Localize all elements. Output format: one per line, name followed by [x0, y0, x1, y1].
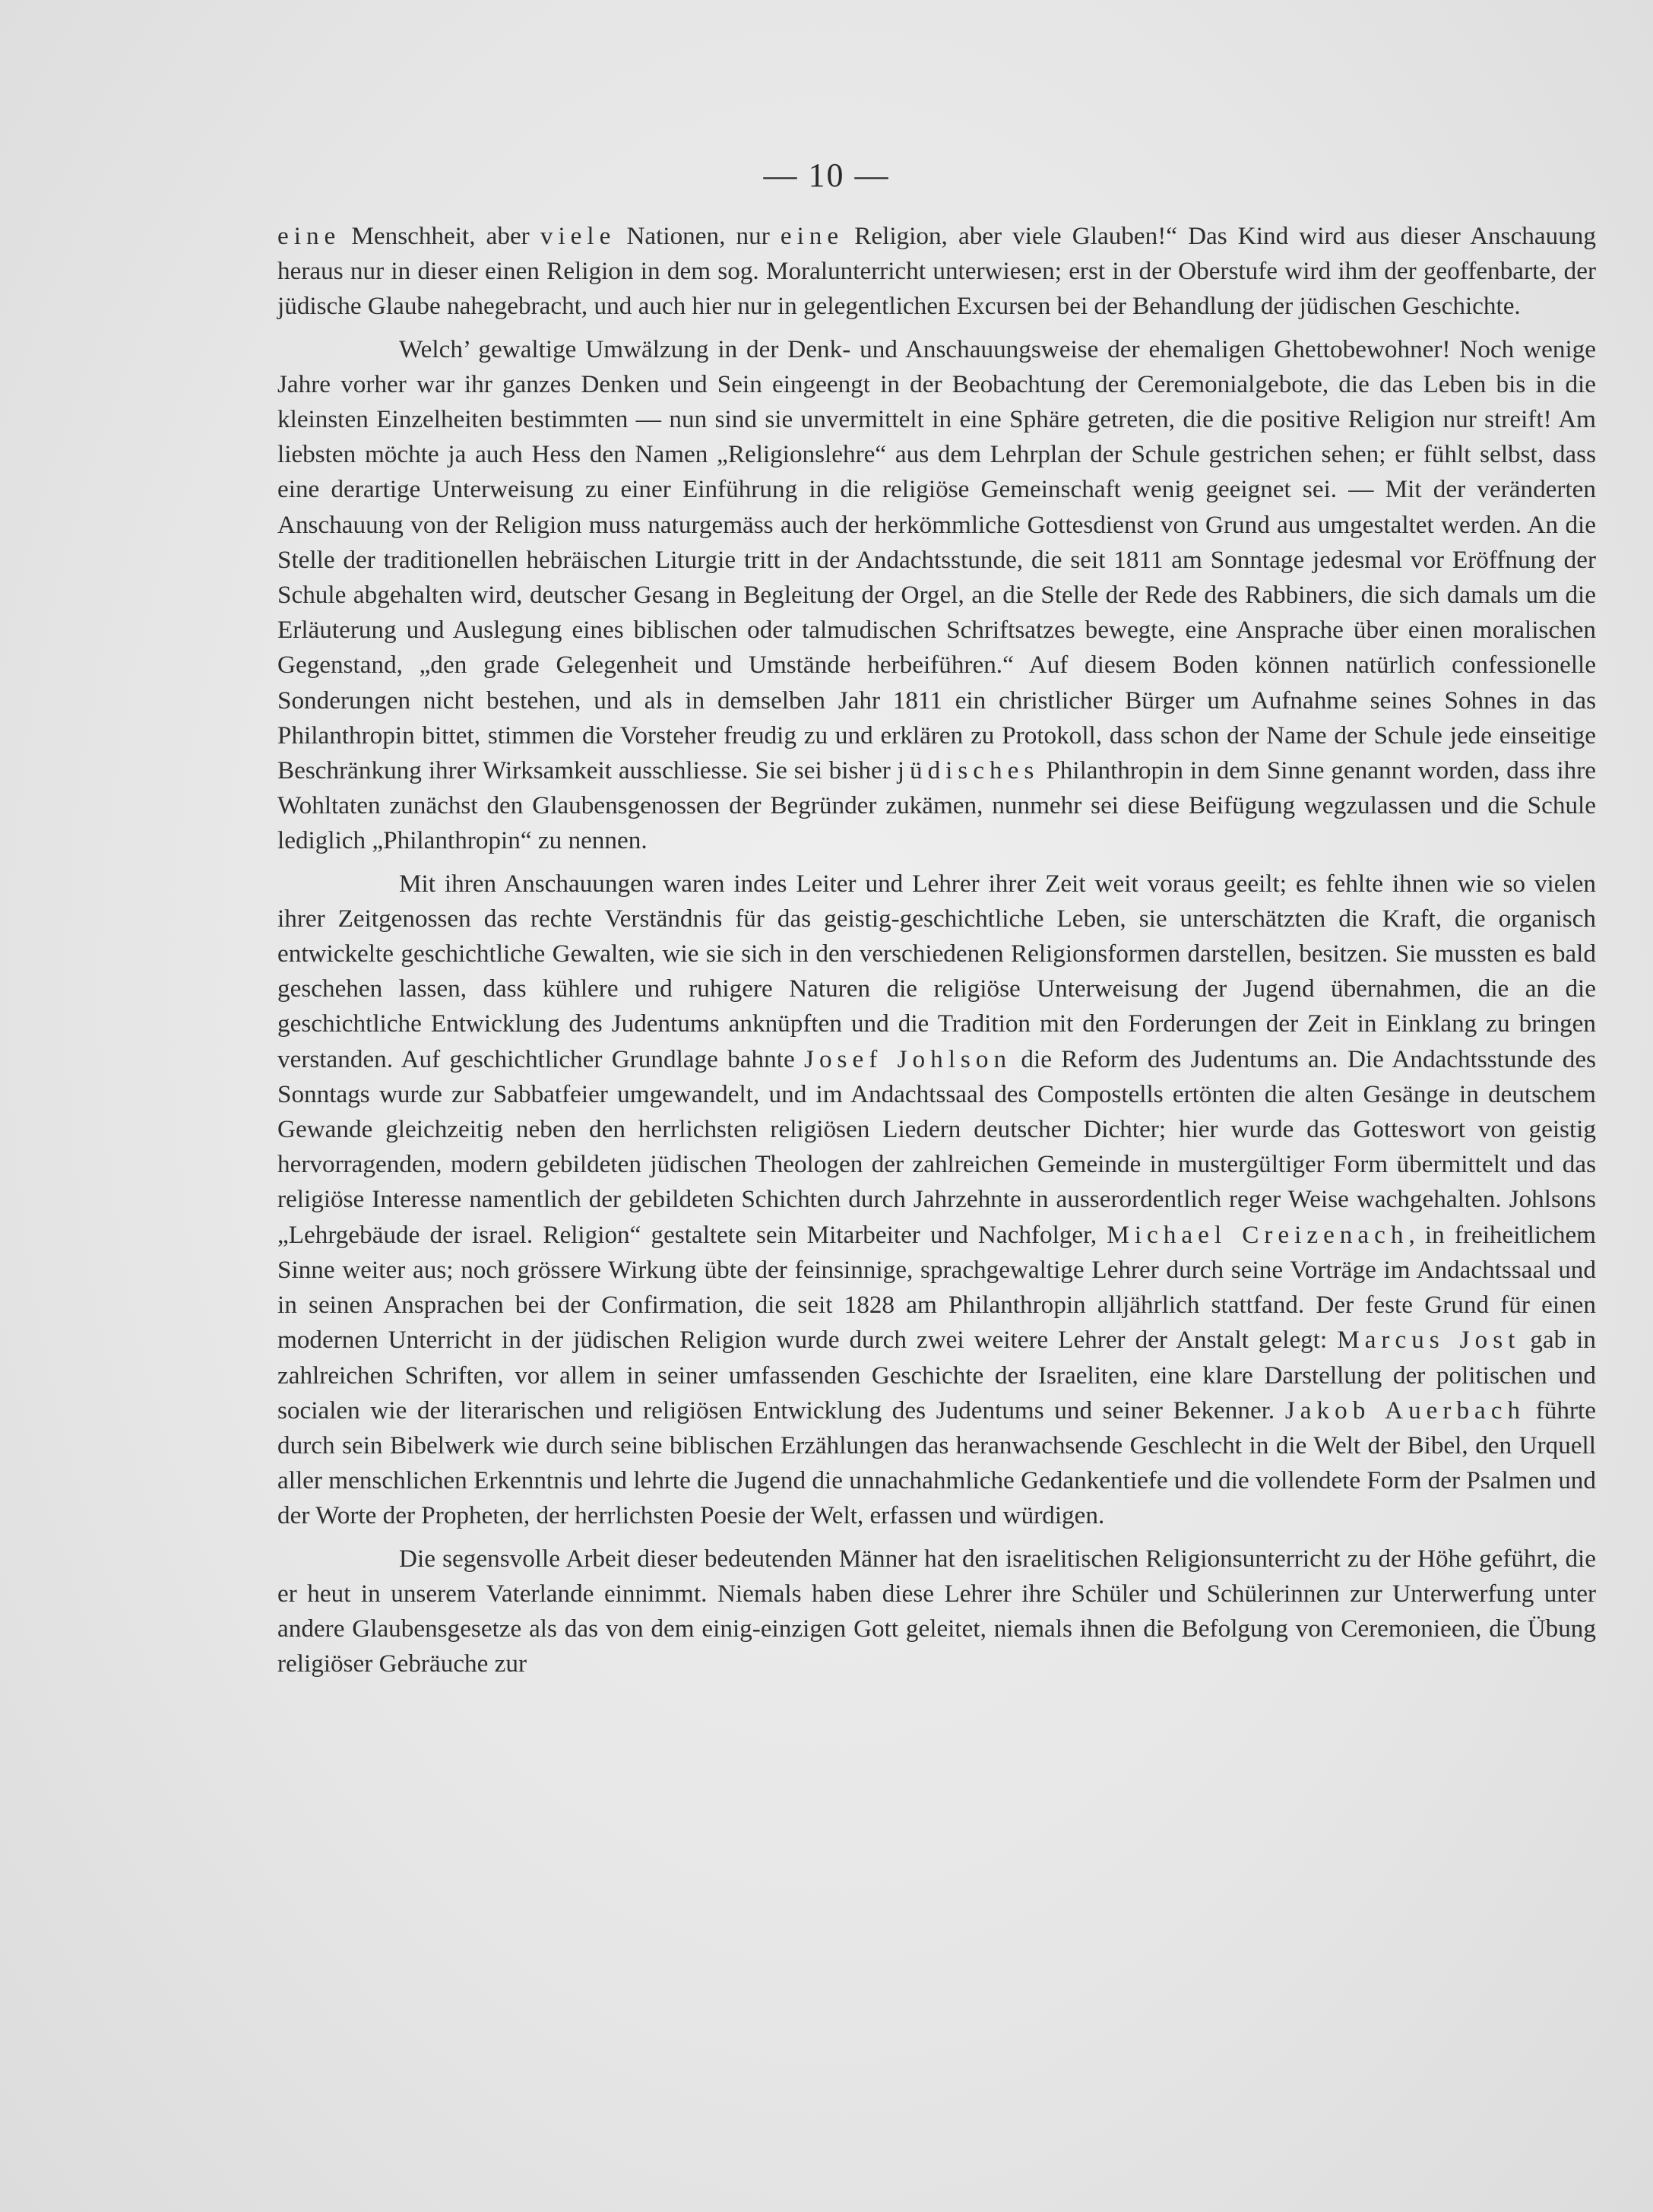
text-run: Religion, aber viele Glauben!“ Das Kind wird aus dieser Anschauung heraus nur in dieser einen Religion in dem sog. Moralunterricht unterwiesen; erst in der Oberstufe wird ihm der geoffenbarte, der jüdische Glaube nahegebracht, und auch hier nur in gelegentlichen Excursen bei der Behandlung der jüdischen Geschichte. — [277, 222, 1596, 321]
body-text — [277, 219, 1596, 1681]
text-run: , in freiheitlichem Sinne weiter aus; noch grössere Wirkung übte der feinsinnige, sprachgewaltige Lehrer durch seine Vorträge im Andachtssaal und in seinen Ansprachen bei der Confirmation, die seit 1828 am Philanthropin alljährlich stattfand. Der feste Grund für einen modernen Unterricht in der jüdischen Religion wurde durch zwei weitere Lehrer der Anstalt gelegt: — [277, 1220, 1596, 1355]
paragraph-3 — [277, 867, 1596, 1534]
page-number: — 10 — — [763, 157, 890, 194]
text-run: Mit ihren Anschauungen waren indes Leiter und Lehrer ihrer Zeit weit voraus geeilt; es fehlte ihnen wie so vielen ihrer Zeitgenossen das rechte Verständnis für das geistig-geschichtliche Leben, sie unterschätzten die Kraft, die organisch entwickelte geschichtliche Gewalten, wie sie sich in den verschiedenen Religionsformen darstellen, besitzen. Sie mussten es bald geschehen lassen, dass kühlere und ruhigere Naturen die religiöse Unterweisung der Jugend übernahmen, die an die geschichtliche Entwicklung des Judentums anknüpften und die Tradition mit den Forderungen der Zeit in Einklang zu bringen verstanden. Auf geschichtlicher Grundlage bahnte — [277, 869, 1596, 1073]
spaced-emphasis: jüdisches — [897, 756, 1040, 785]
text-run: Menschheit, aber — [340, 222, 540, 250]
text-run: gab in zahlreichen Schriften, vor allem in seiner umfassenden Geschichte der Israeliten, eine klare Darstellung der politischen und socialen wie der literarischen und religiösen Entwicklung des Judentums und seiner Bekenner. — [277, 1326, 1596, 1424]
text-run: führte durch sein Bibelwerk wie durch seine biblischen Erzählungen das heranwachsende Geschlecht in die Welt der Bibel, den Urquell aller menschlichen Erkenntnis und lehrte die Jugend die unnachahmliche Gedankentiefe und die vollendete Form der Psalmen und der Worte der Propheten, der herrlichsten Poesie der Welt, erfassen und würdigen. — [277, 1396, 1596, 1530]
spaced-emphasis: eine — [780, 222, 844, 250]
text-run: Welch’ gewaltige Umwälzung in der Denk- und Anschauungsweise der ehemaligen Ghettobewohner! Noch wenige Jahre vorher war ihr ganzes Denken und Sein eingeengt in der Beobachtung der Ceremonialgebote, die das Leben bis in die kleinsten Einzelheiten bestimmten — nun sind sie unvermittelt in eine Sphäre getreten, die die positive Religion nur streift! Am liebsten möchte ja auch Hess den Namen „Religionslehre“ aus dem Lehrplan der Schule gestrichen sehen; er fühlt selbst, dass eine derartige Unterweisung zu einer Einführung in die religiöse Gemeinschaft wenig geeignet sei. — Mit der veränderten Anschauung von der Religion muss naturgemäss auch der herkömmliche Gottesdienst von Grund aus umgestaltet werden. An die Stelle der traditionellen hebräischen Liturgie tritt in der Andachtsstunde, die seit 1811 am Sonntage jedesmal vor Eröffnung der Schule abgehalten wird, deutscher Gesang in Begleitung der Orgel, an die Stelle der Rede des Rabbiners, die sich damals um die Erläuterung und Auslegung eines biblischen oder talmudischen Schriftsatzes bewegte, eine Ansprache über einen moralischen Gegenstand, „den grade Gelegenheit und Umstände herbeiführen.“ Auf diesem Boden können natürlich confessionelle Sonderungen nicht bestehen, und als in demselben Jahr 1811 ein christlicher Bürger um Aufnahme seines Sohnes in das Philanthropin bittet, stimmen die Vorsteher freudig zu und erklären zu Protokoll, dass schon der Name der Schule jede einseitige Beschränkung ihrer Wirksamkeit ausschliesse. Sie sei bisher — [277, 334, 1596, 785]
spaced-emphasis: Marcus Jost — [1337, 1326, 1521, 1355]
spaced-emphasis: eine — [277, 222, 341, 250]
text-run: Philanthropin in dem Sinne genannt worden, dass ihre Wohltaten zunächst den Glaubensgenossen der Begründer zukämen, nunmehr sei diese Beifügung wegzulassen und die Schule lediglich „Philanthropin“ zu nennen. — [277, 756, 1596, 855]
text-run: die Reform des Judentums an. Die Andachtsstunde des Sonntags wurde zur Sabbatfeier umgewandelt, und im Andachtssaal des Compostells ertönten die alten Gesänge in deutschem Gewande gleichzeitig neben den herrlichsten religiösen Liedern deutscher Dichter; hier wurde das Gotteswort von geistig hervorragenden, modern gebildeten jüdischen Theologen der zahlreichen Gemeinde in mustergültiger Form übermittelt und das religiöse Interesse namentlich der gebildeten Schichten durch Jahrzehnte in ausserordentlich reger Weise wachgehalten. Johlsons „Lehrgebäude der israel. Religion“ gestaltete sein Mitarbeiter und Nachfolger, — [277, 1044, 1596, 1249]
text-run: Nationen, nur — [616, 222, 781, 250]
paragraph-1 — [277, 219, 1596, 325]
spaced-emphasis: Jakob Auerbach — [1284, 1396, 1526, 1424]
spaced-emphasis: Josef Johlson — [804, 1044, 1012, 1073]
spaced-emphasis: Michael Creizenach — [1107, 1220, 1409, 1249]
text-run: Die segensvolle Arbeit dieser bedeutenden Männer hat den israelitischen Religionsunterricht zu der Höhe geführt, die er heut in unserem Vaterlande einnimmt. Niemals haben diese Lehrer ihre Schüler und Schülerinnen zur Unterwerfung unter andere Glaubensgesetze als das von dem einig-einzigen Gott geleitet, niemals ihnen die Befolgung von Ceremonieen, die Übung religiöser Gebräuche zur — [277, 1544, 1596, 1678]
paragraph-2 — [277, 332, 1596, 859]
paragraph-4 — [277, 1542, 1596, 1682]
spaced-emphasis: viele — [540, 222, 616, 250]
